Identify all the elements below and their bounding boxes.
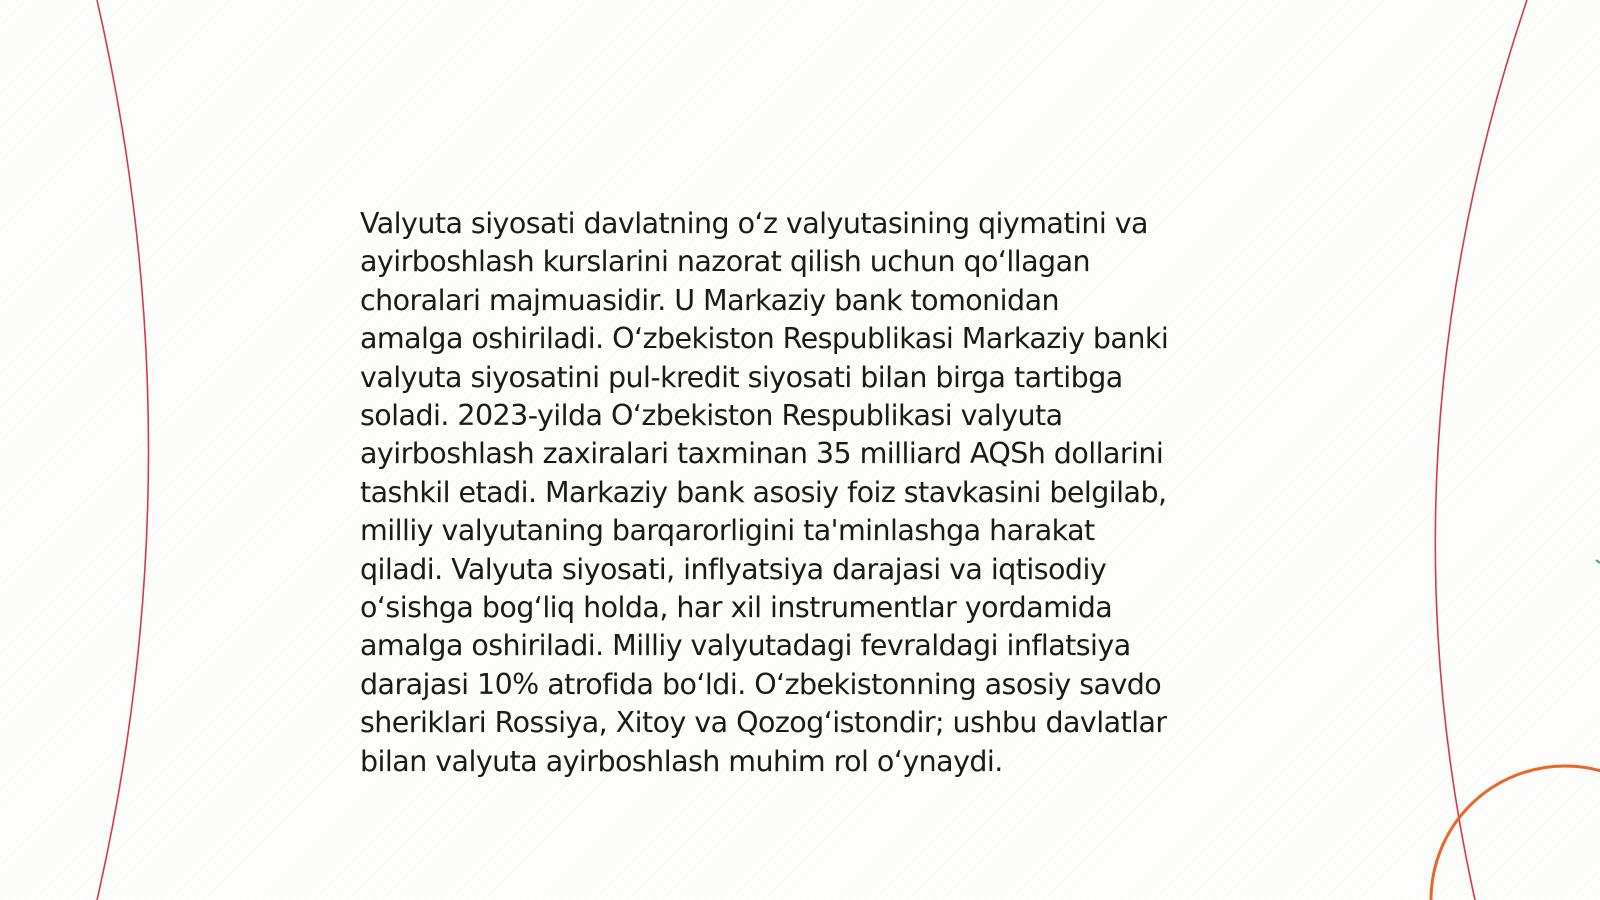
text-line: soladi. 2023-yilda Oʻzbekiston Respublikasi valyuta [360,399,1063,433]
text-line: ayirboshlash zaxiralari taxminan 35 milliard AQSh dollarini [360,437,1164,471]
text-line: oʻsishga bogʻliq holda, har xil instrumentlar yordamida [360,591,1113,625]
text-line: ayirboshlash kurslarini nazorat qilish uchun qoʻllagan [360,245,1091,279]
right-curve-line [1435,0,1527,900]
text-line: tashkil etadi. Markaziy bank asosiy foiz stavkasini belgilab, [360,475,1167,509]
text-line: bilan valyuta ayirboshlash muhim rol oʻynaydi. [360,744,1003,778]
left-curve-line [97,0,149,900]
text-line: amalga oshiriladi. Oʻzbekiston Respublikasi Markaziy banki [360,322,1169,356]
text-line: milliy valyutaning barqarorligini ta'minlashga harakat [360,514,1095,548]
text-line: valyuta siyosatini pul-kredit siyosati bilan birga tartibga [360,360,1123,394]
body-paragraph [360,205,1260,781]
text-line: choralari majmuasidir. U Markaziy bank tomonidan [360,283,1060,317]
text-line: Valyuta siyosati davlatning oʻz valyutasining qiymatini va [360,207,1148,240]
text-line: darajasi 10% atrofida boʻldi. Oʻzbekistonning asosiy savdo [360,667,1162,701]
text-line: sheriklari Rossiya, Xitoy va Qozogʻistondir; ushbu davlatlar [360,706,1167,740]
orange-arc [1431,766,1600,900]
text-line: qiladi. Valyuta siyosati, inflyatsiya darajasi va iqtisodiy [360,552,1107,586]
text-line: amalga oshiriladi. Milliy valyutadagi fevraldagi inflatsiya [360,629,1131,663]
green-accent-mark [1596,560,1600,563]
